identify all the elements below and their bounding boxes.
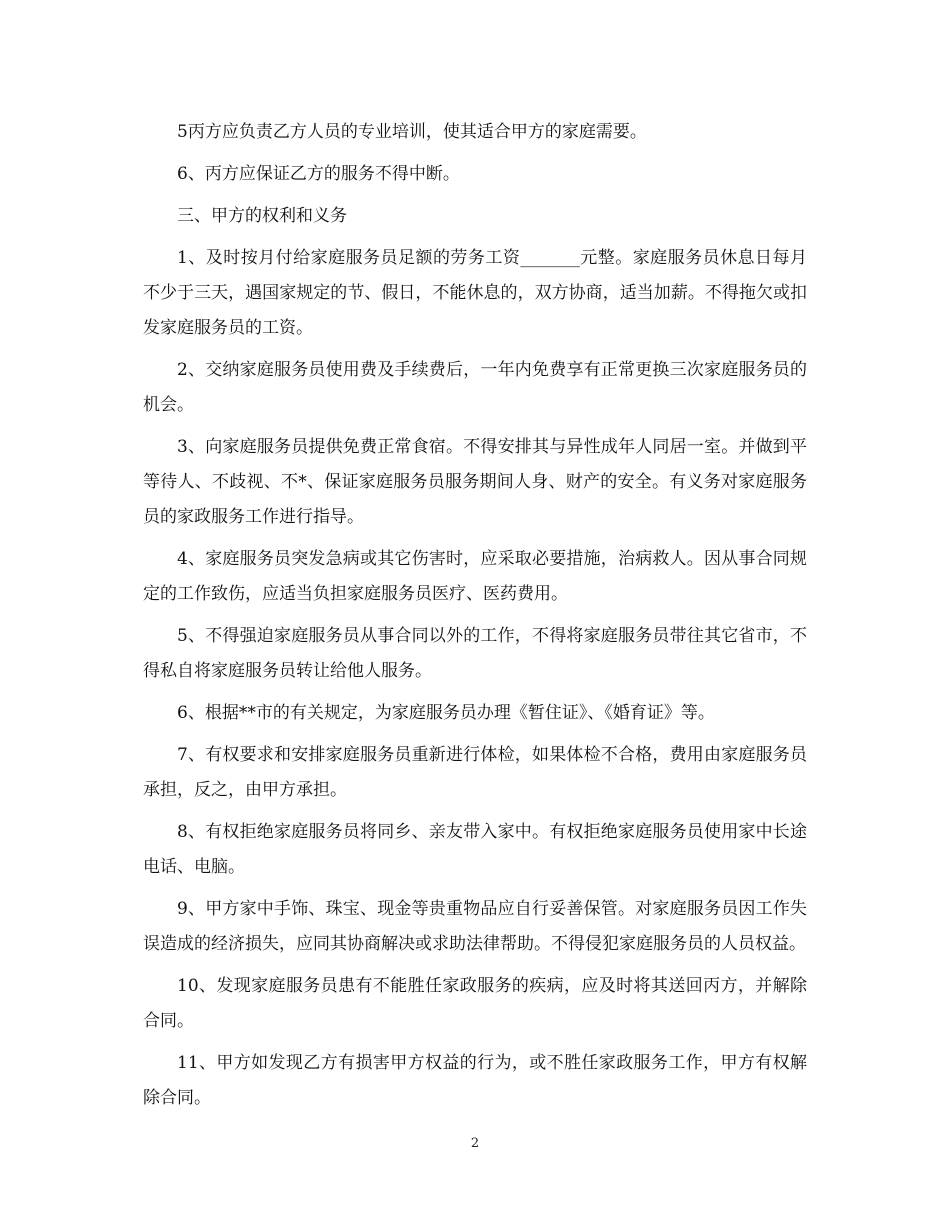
clause-8-visitors: 8、有权拒绝家庭服务员将同乡、亲友带入家中。有权拒绝家庭服务员使用家中长途电话、电脑。 [143, 822, 807, 877]
page-number: 2 [470, 1136, 480, 1151]
clause-6-permits: 6、根据**市的有关规定，为家庭服务员办理《暂住证》、《婚育证》等。 [177, 703, 715, 723]
document-body [143, 115, 807, 1123]
clause-4-illness-injury: 4、家庭服务员突发急病或其它伤害时，应采取必要措施，治病救人。因从事合同规定的工作致伤，应适当负担家庭服务员医疗、医药费用。 [143, 549, 807, 604]
clause-2-replacement: 2、交纳家庭服务员使用费及手续费后，一年内免费享有正常更换三次家庭服务员的机会。 [143, 360, 807, 415]
clause-10-unfit-illness: 10、发现家庭服务员患有不能胜任家政服务的疾病，应及时将其送回丙方，并解除合同。 [143, 976, 807, 1031]
clause-11-termination: 11、甲方如发现乙方有损害甲方权益的行为，或不胜任家政服务工作，甲方有权解除合同。 [143, 1053, 807, 1108]
paragraph-service-continuity: 6、丙方应保证乙方的服务不得中断。 [177, 164, 460, 184]
clause-3-accommodation: 3、向家庭服务员提供免费正常食宿。不得安排其与异性成年人同居一室。并做到平等待人、不歧视、不*、保证家庭服务员服务期间人身、财产的安全。有义务对家庭服务员的家政服务工作进行指导。 [143, 437, 807, 527]
section-heading-party-a-rights: 三、甲方的权利和义务 [177, 206, 347, 226]
clause-7-health-check: 7、有权要求和安排家庭服务员重新进行体检，如果体检不合格，费用由家庭服务员承担，反之，由甲方承担。 [143, 745, 807, 800]
clause-5-restrictions: 5、不得强迫家庭服务员从事合同以外的工作，不得将家庭服务员带往其它省市，不得私自将家庭服务员转让给他人服务。 [143, 626, 807, 681]
clause-1-wages: 1、及时按月付给家庭服务员足额的劳务工资_______元整。家庭服务员休息日每月不少于三天，遇国家规定的节、假日，不能休息的，双方协商，适当加薪。不得拖欠或扣发家庭服务员的工资。 [143, 248, 807, 338]
paragraph-training: 5丙方应负责乙方人员的专业培训，使其适合甲方的家庭需要。 [177, 122, 647, 142]
clause-9-valuables: 9、甲方家中手饰、珠宝、现金等贵重物品应自行妥善保管。对家庭服务员因工作失误造成的经济损失，应同其协商解决或求助法律帮助。不得侵犯家庭服务员的人员权益。 [143, 899, 807, 954]
